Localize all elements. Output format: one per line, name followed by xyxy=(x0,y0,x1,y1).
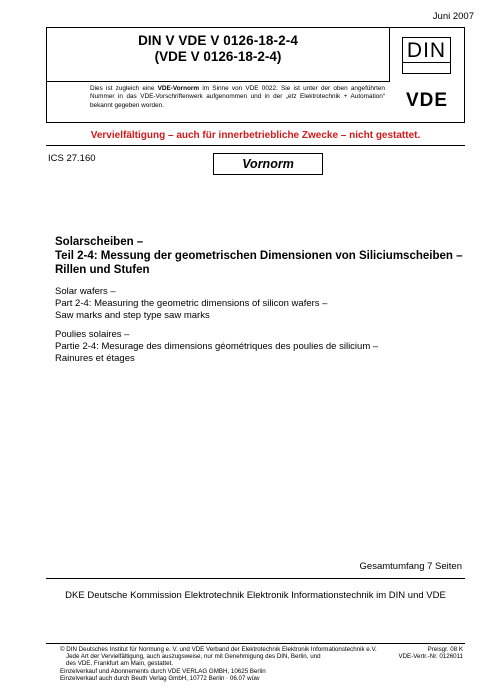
title-french: Poulies solaires – Partie 2-4: Mesurage des dimensions géométriques des poulies de silicium – Rainures et étages xyxy=(55,329,379,364)
copyright-footer: © DIN Deutsches Institut für Normung e. V. und VDE Verband der Elektrotechnik Elektronik Informationstechnik e.V. Jede Art der Vervielfältigung, auch auszugsweise, nur mit Genehmigung des DIN, Berlin, und des VDE, Frankfurt am Main, gestattet. Einzelverkauf und Abonnements durch VDE VERLAG GMBH, 10625 Berlin Einzelverkauf auch durch Beuth Verlag GmbH, 10772 Berlin · 06.07 wüw xyxy=(60,646,377,682)
total-pages: Gesamtumfang 7 Seiten xyxy=(359,561,462,572)
document-header xyxy=(46,27,465,123)
din-logo xyxy=(402,37,451,74)
ics-code: ICS 27.160 xyxy=(48,153,96,164)
copy-warning: Vervielfältigung – auch für innerbetriebliche Zwecke – nicht gestattet. xyxy=(90,130,421,141)
title-english: Solar wafers – Part 2-4: Measuring the geometric dimensions of silicon wafers – Saw marks and step type saw marks xyxy=(55,286,328,321)
status-box: Vornorm xyxy=(213,153,323,175)
divider-line xyxy=(46,145,465,146)
dke-line: DKE Deutsche Kommission Elektrotechnik Elektronik Informationstechnik im DIN und VDE xyxy=(65,590,446,601)
vde-logo: VDE xyxy=(405,90,449,111)
divider-line xyxy=(46,578,465,579)
price-footer: Preisgr. 08 K VDE-Vertr.-Nr. 0126011 xyxy=(398,646,463,661)
din-logo-text: DIN xyxy=(406,39,447,62)
publication-date: Juni 2007 xyxy=(432,11,474,22)
title-german: Solarscheiben – Teil 2-4: Messung der geometrischen Dimensionen von Siliciumscheiben – Rillen und Stufen xyxy=(55,236,463,276)
doc-number: DIN V VDE V 0126-18-2-4 xyxy=(138,33,298,48)
vde-number: (VDE V 0126-18-2-4) xyxy=(154,49,282,64)
standard-number-box xyxy=(47,28,390,82)
vde-note: Dies ist zugleich eine VDE-Vornorm im Sinne von VDE 0022. Sie ist unter der oben angeführten Nummer in das VDE-Vorschriftenwerk aufgenommen und in der „etz Elektrotechnik + Automation“ bekannt gegeben worden. xyxy=(90,85,385,109)
divider-line xyxy=(46,643,465,644)
